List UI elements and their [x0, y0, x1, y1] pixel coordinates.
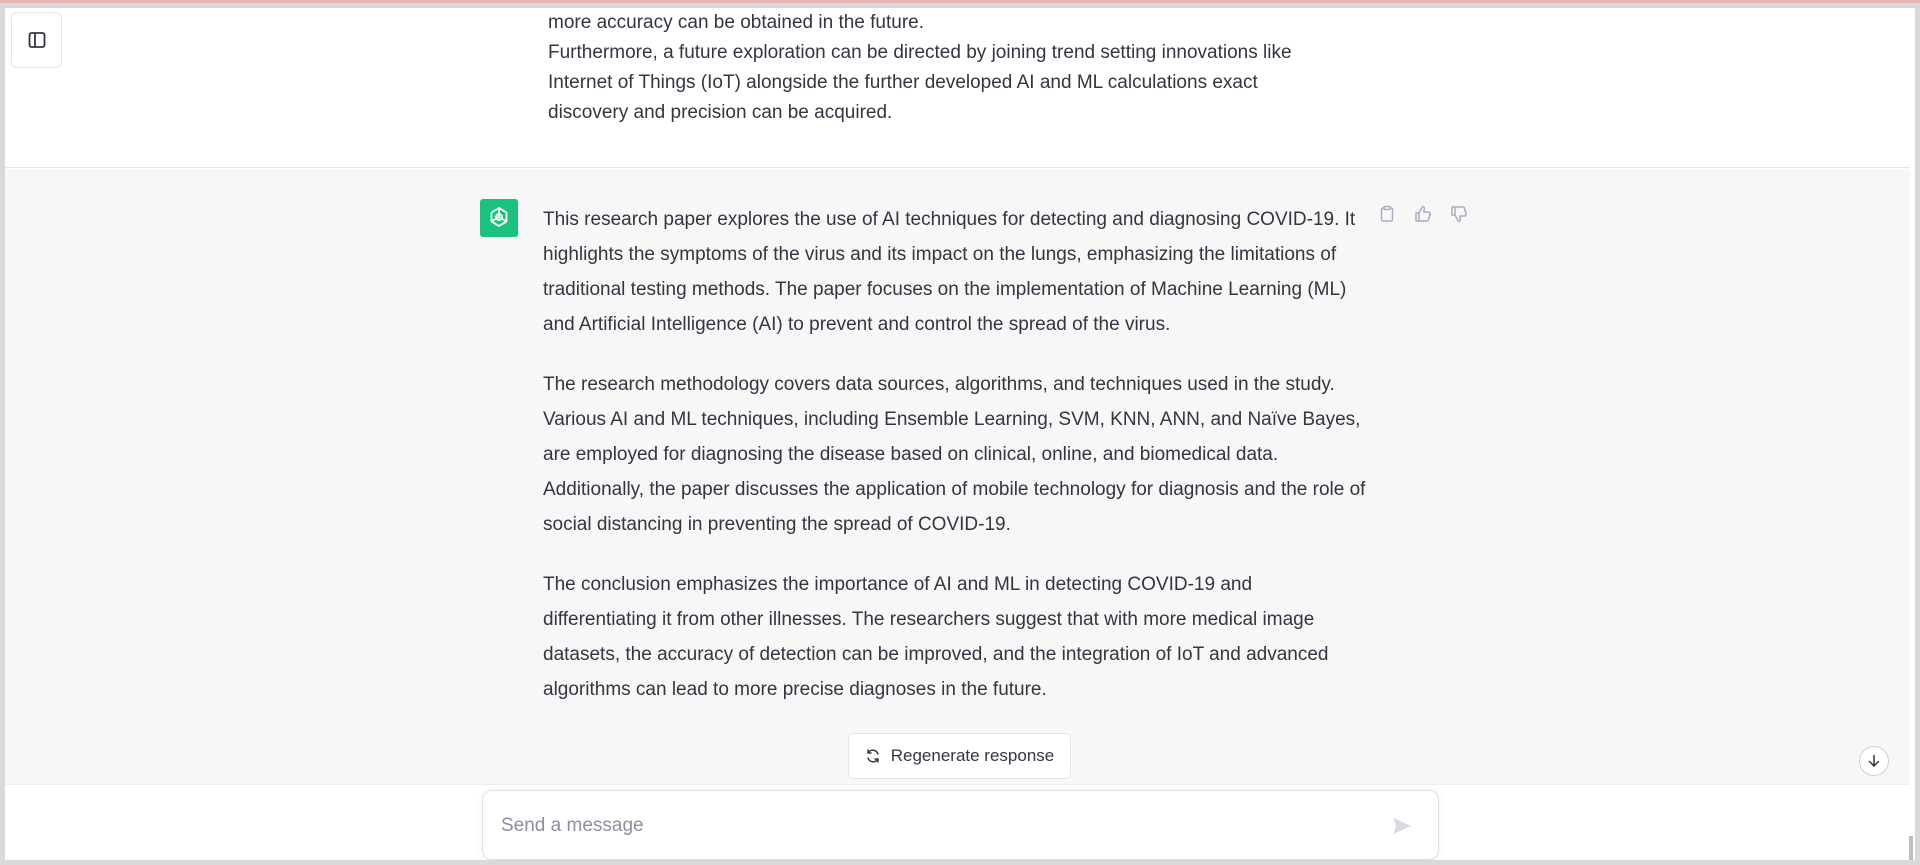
send-icon	[1391, 815, 1413, 837]
user-message-text	[548, 8, 1368, 128]
assistant-paragraph: The conclusion emphasizes the importance of AI and ML in detecting COVID-19 and differentiating it from other illnesses. The researchers suggest that with more medical image datasets, the accuracy of detection can be improved, and the integration of IoT and advanced algorithms can lead to more precise diagnoses in the future.	[543, 574, 1329, 700]
user-message-line: Internet of Things (IoT) alongside the further developed AI and ML calculations exact	[548, 72, 1258, 93]
user-message-line: Furthermore, a future exploration can be directed by joining trend setting innovations like	[548, 42, 1292, 63]
assistant-paragraph: The research methodology covers data sources, algorithms, and techniques used in the study. Various AI and ML techniques, including Ensemble Learning, SVM, KNN, ANN, and Naïve Bayes, are employed for diagnosing the disease based on clinical, online, and biomedical data. Additionally, the paper discusses the application of mobile technology for diagnosis and the role of social distancing in preventing the spread of COVID-19.	[543, 374, 1366, 535]
send-button[interactable]	[1388, 812, 1416, 840]
user-message-line: discovery and precision can be acquired.	[548, 102, 893, 123]
openai-logo-icon	[485, 204, 513, 232]
dislike-button[interactable]	[1447, 202, 1471, 226]
scrollbar-thumb[interactable]	[1909, 836, 1913, 860]
scroll-to-bottom-button[interactable]	[1859, 746, 1889, 776]
message-actions	[1375, 202, 1471, 226]
user-message	[5, 8, 1910, 168]
assistant-message-text	[543, 202, 1368, 732]
assistant-paragraph: This research paper explores the use of AI techniques for detecting and diagnosing COVID-19. It highlights the symptoms of the virus and its impact on the lungs, emphasizing the limitations of traditional testing methods. The paper focuses on the implementation of Machine Learning (ML) and Artificial Intelligence (AI) to prevent and control the spread of the virus.	[543, 209, 1356, 335]
refresh-icon	[865, 748, 881, 764]
sidebar-toggle-button[interactable]	[11, 12, 62, 68]
regenerate-label: Regenerate response	[890, 746, 1055, 765]
user-message-line: more accuracy can be obtained in the future.	[548, 12, 925, 33]
arrow-down-icon	[1867, 754, 1881, 768]
assistant-message	[5, 169, 1910, 784]
thumbs-down-icon	[1449, 204, 1469, 224]
copy-button[interactable]	[1375, 202, 1399, 226]
message-composer	[482, 790, 1439, 860]
regenerate-response-button[interactable]	[848, 733, 1071, 779]
assistant-avatar	[480, 199, 518, 237]
sidebar-toggle-icon	[27, 30, 47, 50]
clipboard-icon	[1378, 205, 1396, 223]
window-top-strip	[0, 0, 1920, 3]
message-input[interactable]	[501, 809, 1361, 843]
like-button[interactable]	[1411, 202, 1435, 226]
thumbs-up-icon	[1413, 204, 1433, 224]
